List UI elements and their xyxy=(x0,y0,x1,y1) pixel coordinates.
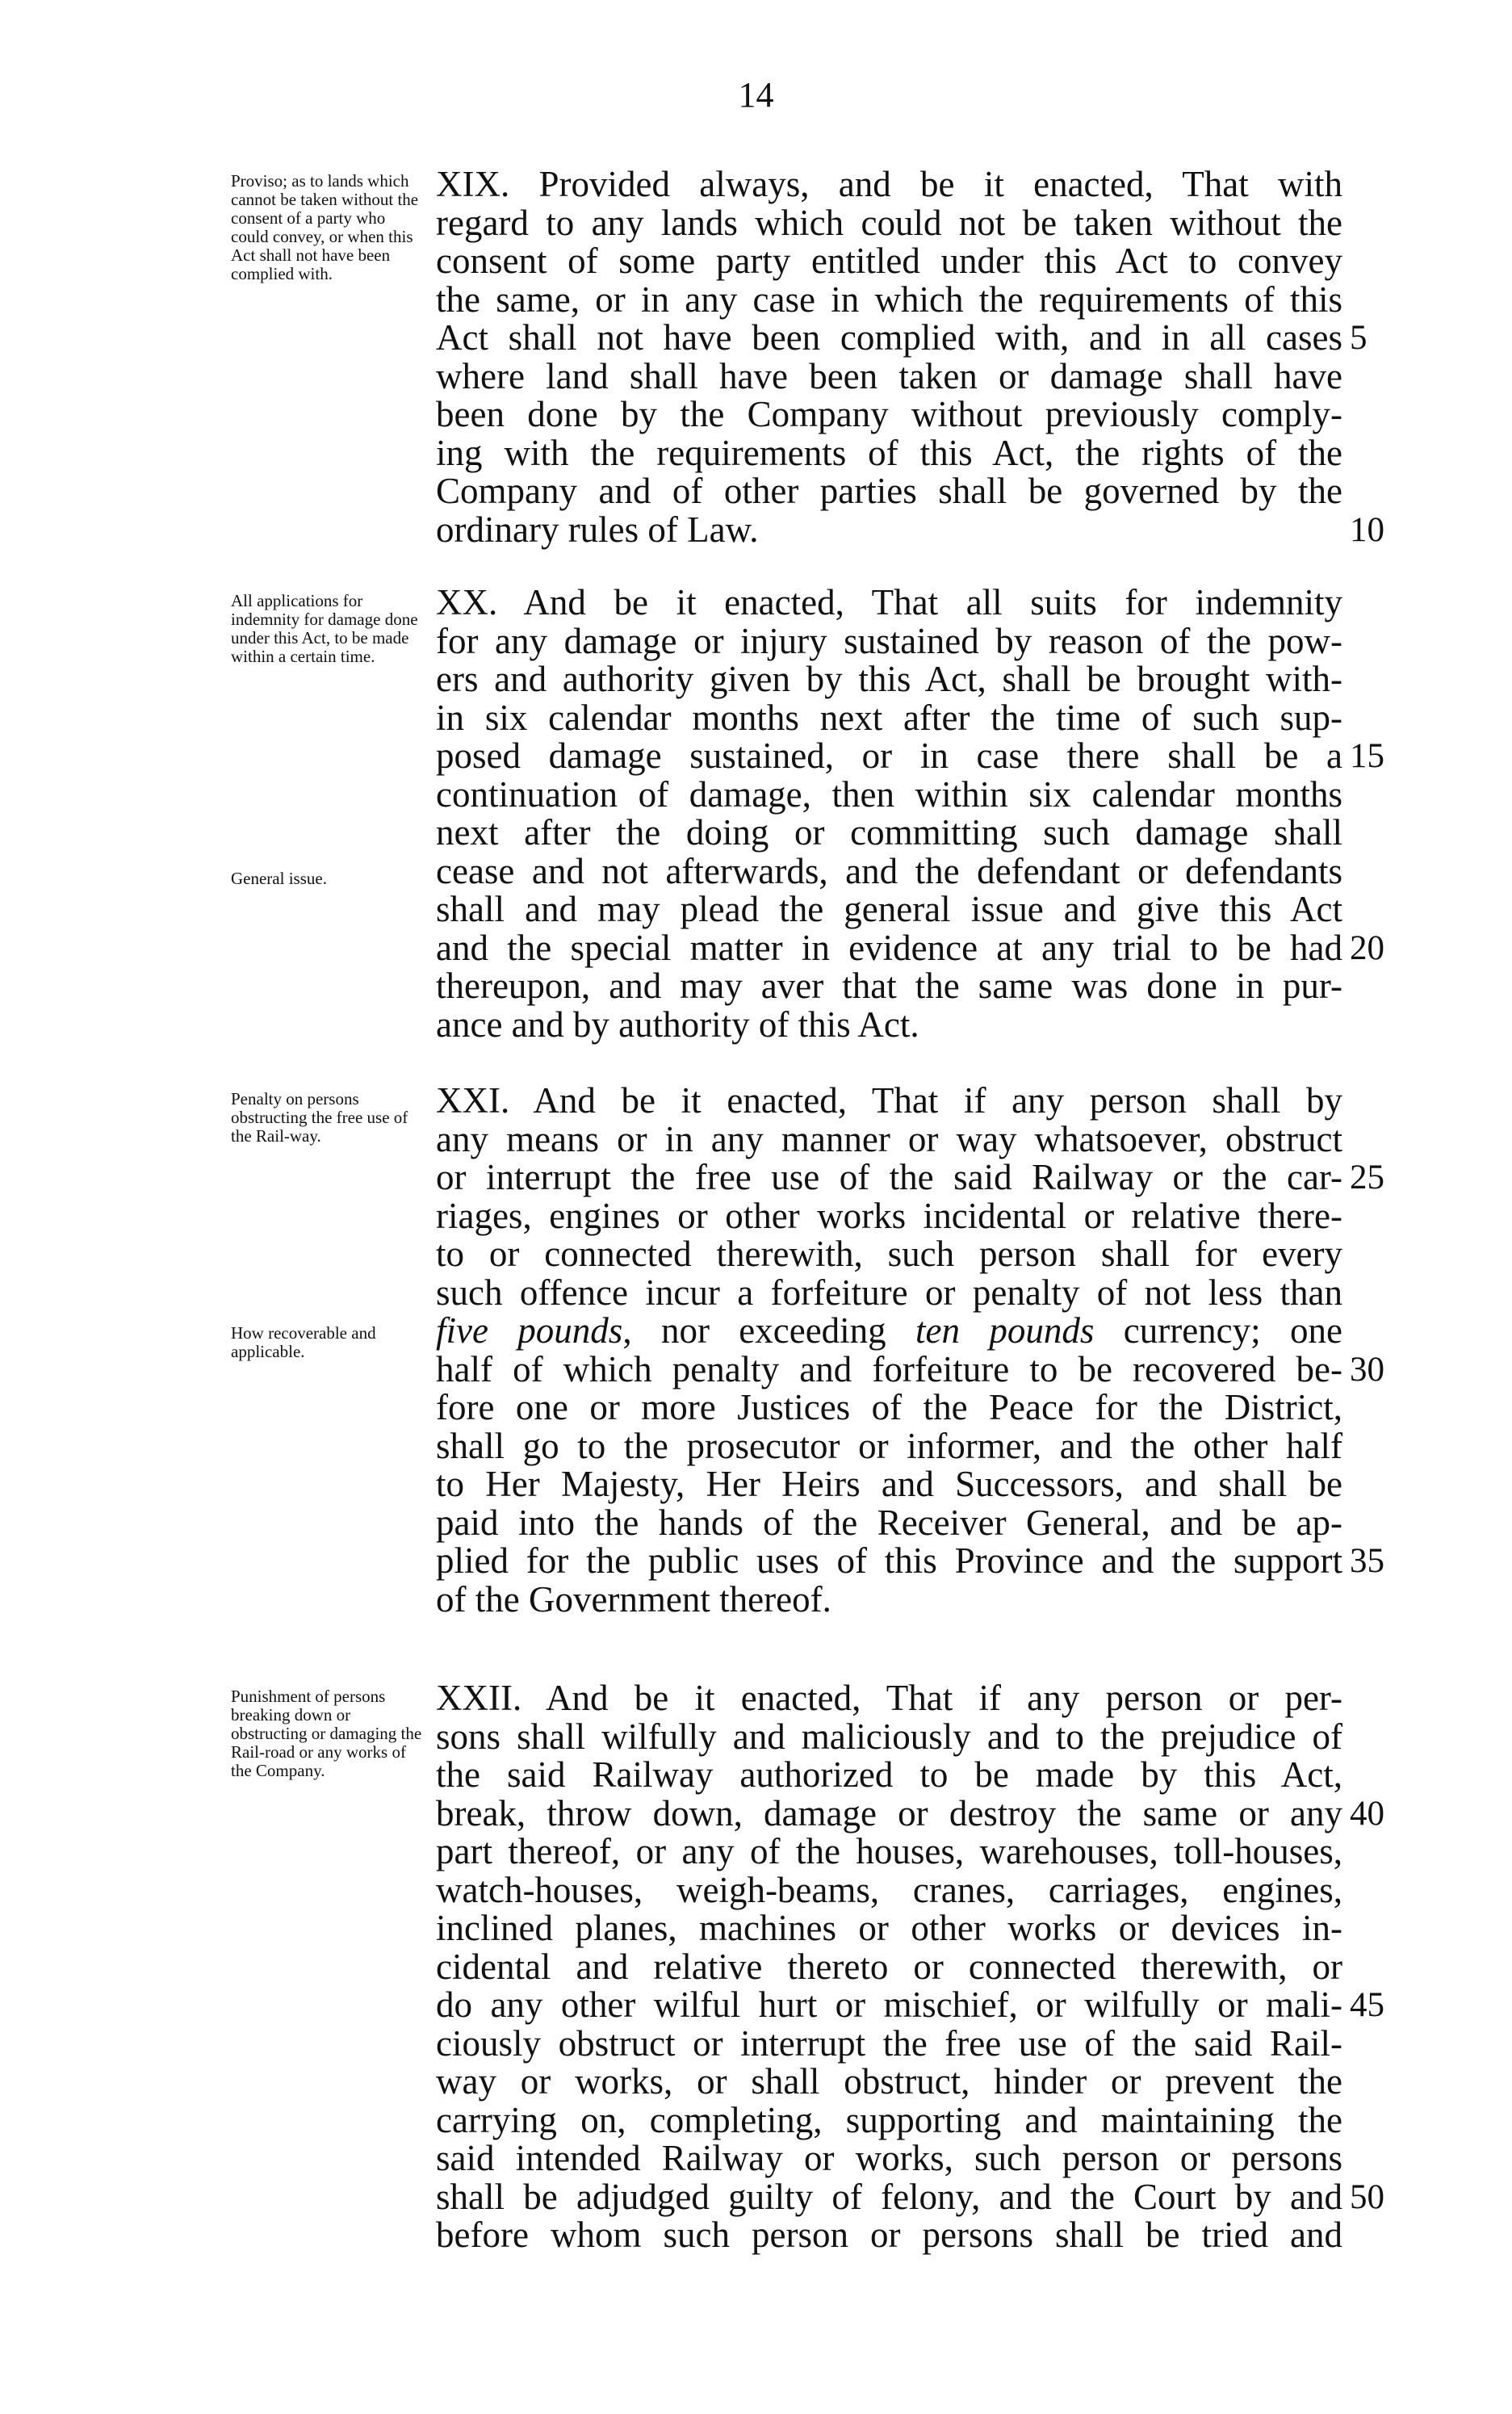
text-line: in six calendar months next after the time of such sup- xyxy=(436,697,1342,738)
text-line: before whom such person or persons shall be tried and xyxy=(436,2215,1342,2255)
line-number: 15 xyxy=(1350,737,1384,775)
text-line: next after the doing or committing such damage shall xyxy=(436,812,1342,853)
text-line: shall be adjudged guilty of felony, and the Court by and xyxy=(436,2176,1342,2217)
text-line: ciously obstruct or interrupt the free use of the said Rail- xyxy=(436,2022,1342,2064)
line-number: 45 xyxy=(1350,1986,1384,2024)
text-line: thereupon, and may aver that the same was done in pur- xyxy=(436,966,1342,1006)
text-line: XXI. And be it enacted, That if any person shall by xyxy=(436,1080,1342,1121)
text-line: Act shall not have been complied with, and in all cases xyxy=(436,317,1342,358)
text-line: ing with the requirements of this Act, the rights of the xyxy=(436,432,1342,473)
line-number: 40 xyxy=(1350,1794,1384,1833)
text-line: watch-houses, weigh-beams, cranes, carriages, engines, xyxy=(436,1869,1342,1910)
section-body xyxy=(436,1082,1342,1619)
text-line: fore one or more Justices of the Peace for the District, xyxy=(436,1387,1342,1427)
text-line: such offence incur a forfeiture or penalty of not less than xyxy=(436,1272,1342,1313)
text-line: or interrupt the free use of the said Railway or the car- xyxy=(436,1157,1342,1197)
text-line: shall go to the prosecutor or informer, and the other half xyxy=(436,1425,1342,1466)
line-number: 25 xyxy=(1350,1159,1384,1197)
text-line: of the Government thereof. xyxy=(436,1578,831,1620)
text-line: part thereof, or any of the houses, warehouses, toll-houses, xyxy=(436,1831,1342,1871)
text-line: ordinary rules of Law. xyxy=(436,509,759,550)
text-line: five pounds, nor exceeding ten pounds currency; one xyxy=(436,1310,1342,1351)
line-number: 50 xyxy=(1350,2177,1384,2216)
text-line: half of which penalty and forfeiture to be recovered be- xyxy=(436,1348,1342,1389)
text-line: XIX. Provided always, and be it enacted, That with xyxy=(436,164,1342,204)
page-number: 14 xyxy=(738,75,774,115)
text-line: posed damage sustained, or in case there shall be a xyxy=(436,736,1342,776)
margin-note-general-issue: General issue. xyxy=(231,869,327,888)
text-line: XX. And be it enacted, That all suits for indemnity xyxy=(436,582,1342,622)
text-line: do any other wilful hurt or mischief, or wilfully or mali- xyxy=(436,1984,1342,2025)
italic-phrase: ten pounds xyxy=(915,1310,1095,1351)
text-line: consent of some party entitled under this Act to convey xyxy=(436,241,1342,281)
text-line: continuation of damage, then within six calendar months xyxy=(436,773,1342,815)
text-line: for any damage or injury sustained by reason of the pow- xyxy=(436,620,1342,661)
line-number: 5 xyxy=(1350,319,1368,357)
text-line: plied for the public uses of this Province and the support xyxy=(436,1540,1342,1581)
text-line: break, throw down, damage or destroy the same or any xyxy=(436,1792,1342,1834)
text-line: to Her Majesty, Her Heirs and Successors, and shall be xyxy=(436,1464,1342,1504)
text-line: way or works, or shall obstruct, hinder or prevent the xyxy=(436,2061,1342,2102)
text-line: paid into the hands of the Receiver General, and be ap- xyxy=(436,1502,1342,1543)
line-number: 30 xyxy=(1350,1350,1384,1389)
text-line: inclined planes, machines or other works or devices in- xyxy=(436,1908,1342,1948)
text-line: said intended Railway or works, such person or persons xyxy=(436,2138,1342,2178)
text-line: where land shall have been taken or damage shall have xyxy=(436,355,1342,396)
text-line: cidental and relative thereto or connected therewith, or xyxy=(436,1946,1342,1987)
text-line: regard to any lands which could not be taken without the xyxy=(436,202,1342,243)
text-line: XXII. And be it enacted, That if any person or per- xyxy=(436,1678,1342,1718)
line-number: 35 xyxy=(1350,1542,1384,1580)
text-line: been done by the Company without previously comply- xyxy=(436,394,1342,434)
text-line: ance and by authority of this Act. xyxy=(436,1004,919,1045)
italic-phrase: five pounds xyxy=(436,1310,623,1351)
text-line: and the special matter in evidence at any trial to be had xyxy=(436,927,1342,968)
text-line: cease and not afterwards, and the defendant or defendants xyxy=(436,850,1342,891)
margin-note: Punishment of persons breaking down or obstructing or damaging the Rail-road or any works of the Company. xyxy=(231,1687,422,1780)
text-line: sons shall wilfully and maliciously and to the prejudice of xyxy=(436,1716,1342,1757)
text-line: ers and authority given by this Act, shall be brought with- xyxy=(436,659,1342,699)
text-line: riages, engines or other works incidental or relative there- xyxy=(436,1195,1342,1236)
text-line: carrying on, completing, supporting and maintaining the xyxy=(436,2099,1342,2140)
margin-note: All applications for indemnity for damage done under this Act, to be made within a certain time. xyxy=(231,591,418,666)
margin-note-recoverable: How recoverable and applicable. xyxy=(231,1323,376,1361)
text-line: shall and may plead the general issue and give this Act xyxy=(436,889,1342,929)
text-line: the said Railway authorized to be made by this Act, xyxy=(436,1754,1342,1795)
text-line: any means or in any manner or way whatsoever, obstruct xyxy=(436,1118,1342,1159)
section-body xyxy=(436,1679,1342,2255)
text-line: to or connected therewith, such person shall for every xyxy=(436,1234,1342,1274)
text-line: Company and of other parties shall be governed by the xyxy=(436,471,1342,511)
text-line: the same, or in any case in which the requirements of this xyxy=(436,279,1342,320)
margin-note: Penalty on persons obstructing the free use of the Rail-way. xyxy=(231,1089,408,1146)
section-body xyxy=(436,584,1342,1044)
margin-note: Proviso; as to lands which cannot be taken without the consent of a party who could convey, or when this Act shall not have been complied with. xyxy=(231,171,419,283)
line-number: 20 xyxy=(1350,928,1384,967)
section-body xyxy=(436,166,1342,549)
line-number: 10 xyxy=(1350,510,1384,549)
